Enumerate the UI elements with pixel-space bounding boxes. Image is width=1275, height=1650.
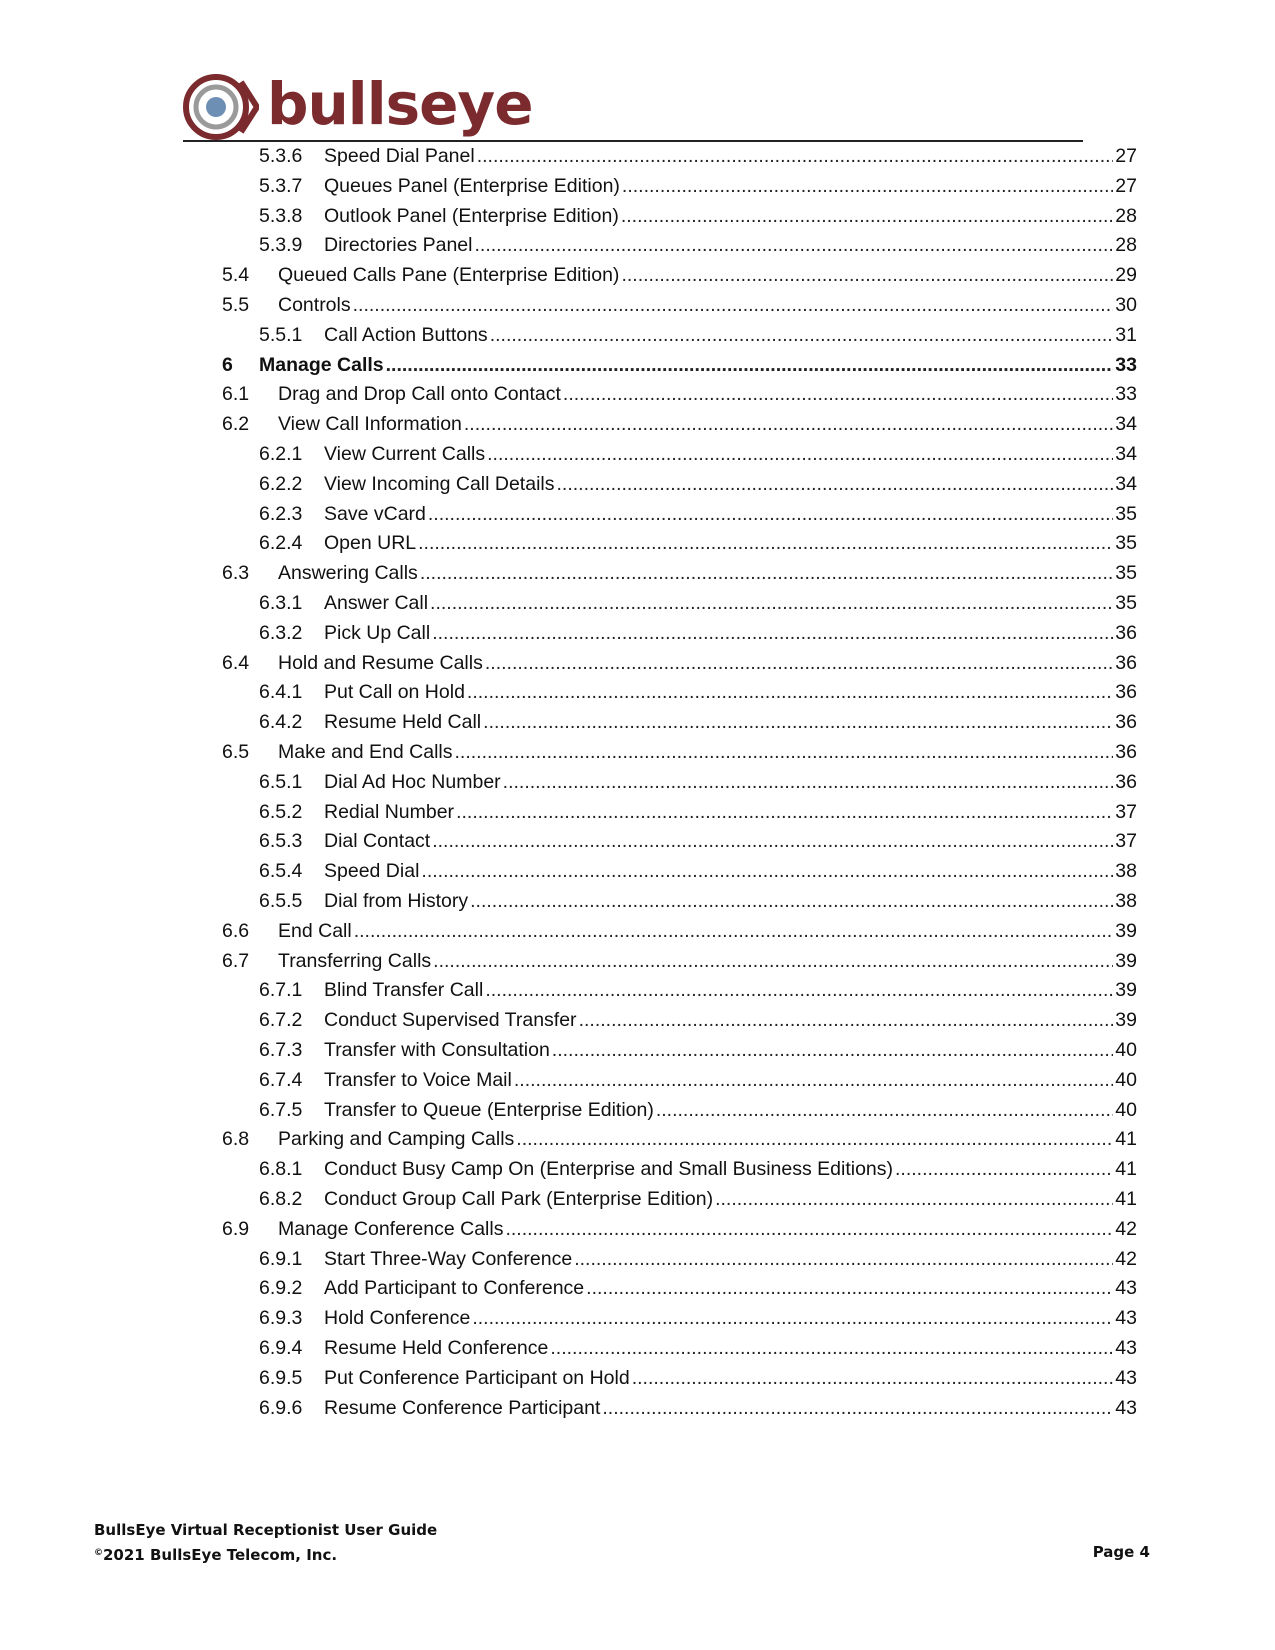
- toc-entry-number: 6.6: [222, 919, 250, 942]
- toc-leader-dots: [621, 260, 1113, 291]
- toc-entry-number: 6.9: [222, 1217, 250, 1240]
- toc-entry[interactable]: [259, 1184, 1137, 1215]
- toc-leader-dots: [487, 439, 1113, 470]
- toc-entry[interactable]: [259, 797, 1137, 828]
- toc-entry-number: 6.9.4: [259, 1337, 303, 1359]
- toc-entry-page: 43: [1115, 1277, 1137, 1300]
- toc-entry-title: Transfer with Consultation: [324, 1039, 550, 1061]
- toc-entry-number: 6: [222, 353, 233, 376]
- toc-leader-dots: [715, 1184, 1113, 1215]
- toc-leader-dots: [485, 975, 1113, 1006]
- toc-entry-page: 40: [1115, 1098, 1137, 1121]
- toc-leader-dots: [550, 1333, 1113, 1364]
- toc-entry[interactable]: [259, 886, 1137, 917]
- toc-entry-number: 6.5.1: [259, 770, 303, 793]
- toc-entry-title: Outlook Panel (Enterprise Edition): [324, 204, 619, 227]
- toc-leader-dots: [430, 588, 1113, 619]
- toc-entry[interactable]: [259, 975, 1137, 1006]
- toc-leader-dots: [455, 737, 1114, 768]
- toc-entry-page: 38: [1115, 890, 1137, 912]
- toc-entry[interactable]: [259, 1095, 1137, 1126]
- toc-leader-dots: [579, 1005, 1114, 1036]
- toc-entry-page: 30: [1115, 294, 1137, 316]
- toc-entry[interactable]: [259, 320, 1137, 351]
- toc-entry[interactable]: [222, 409, 1137, 440]
- toc-leader-dots: [470, 886, 1113, 917]
- toc-leader-dots: [467, 677, 1113, 708]
- toc-leader-dots: [516, 1124, 1113, 1155]
- toc-entry-number: 6.5: [222, 741, 250, 763]
- toc-entry[interactable]: [259, 1393, 1137, 1424]
- toc-entry-page: 35: [1115, 562, 1137, 585]
- toc-leader-dots: [472, 1303, 1113, 1334]
- toc-leader-dots: [428, 499, 1113, 530]
- toc-entry-number: 6.5.4: [259, 860, 303, 883]
- toc-entry[interactable]: [259, 677, 1137, 708]
- toc-leader-dots: [483, 707, 1113, 738]
- toc-leader-dots: [621, 201, 1113, 232]
- toc-entry-number: 5.4: [222, 264, 250, 287]
- toc-entry-title: Redial Number: [324, 800, 455, 823]
- toc-entry-number: 6.9.1: [259, 1247, 303, 1270]
- copyright-symbol: ©: [94, 1548, 103, 1558]
- toc-entry-page: 36: [1115, 741, 1137, 763]
- toc-entry-number: 6.7.3: [259, 1039, 303, 1061]
- toc-entry-page: 33: [1115, 353, 1137, 376]
- toc-entry-title: Resume Held Conference: [324, 1337, 549, 1359]
- toc-entry-title: Put Conference Participant on Hold: [324, 1366, 630, 1389]
- toc-entry-page: 34: [1115, 413, 1137, 436]
- toc-entry-title: Manage Conference Calls: [278, 1217, 504, 1240]
- toc-entry-number: 5.3.8: [259, 204, 303, 227]
- toc-entry[interactable]: [259, 1154, 1137, 1185]
- toc-entry-title: Drag and Drop Call onto Contact: [278, 383, 561, 406]
- toc-entry-page: 35: [1115, 592, 1137, 614]
- toc-entry-title: End Call: [278, 919, 352, 942]
- toc-entry[interactable]: [259, 528, 1137, 559]
- toc-leader-dots: [353, 290, 1114, 321]
- toc-entry-number: 6.2.3: [259, 502, 303, 525]
- toc-entry-page: 37: [1115, 800, 1137, 823]
- toc-entry-title: Manage Calls: [259, 353, 384, 376]
- toc-entry-page: 43: [1115, 1366, 1137, 1389]
- toc-leader-dots: [632, 1363, 1114, 1394]
- toc-entry-page: 38: [1115, 860, 1137, 883]
- toc-entry-number: 5.5: [222, 294, 250, 316]
- toc-entry-number: 5.3.6: [259, 145, 303, 167]
- toc-entry-page: 27: [1115, 145, 1137, 167]
- toc-entry-page: 31: [1115, 323, 1137, 346]
- toc-entry-title: Directories Panel: [324, 234, 473, 257]
- toc-entry-page: 36: [1115, 621, 1137, 644]
- toc-entry[interactable]: [259, 1303, 1137, 1334]
- toc-entry-page: 39: [1115, 1009, 1137, 1032]
- toc-entry-number: 6.4: [222, 651, 250, 674]
- footer-doc-title: BullsEye Virtual Receptionist User Guide: [94, 1521, 438, 1539]
- toc-entry-number: 6.8.1: [259, 1158, 303, 1181]
- toc-entry[interactable]: [259, 1273, 1137, 1304]
- toc-entry-title: Transfer to Queue (Enterprise Edition): [324, 1098, 654, 1121]
- toc-entry-title: Parking and Camping Calls: [278, 1128, 515, 1151]
- toc-entry-page: 40: [1115, 1039, 1137, 1061]
- toc-leader-dots: [656, 1095, 1113, 1126]
- toc-leader-dots: [503, 767, 1114, 798]
- toc-entry-number: 6.5.3: [259, 830, 303, 853]
- toc-entry[interactable]: [222, 946, 1137, 977]
- toc-entry-number: 6.3: [222, 562, 250, 585]
- toc-entry-number: 6.8.2: [259, 1188, 303, 1210]
- logo-wordmark: bullseye: [267, 70, 533, 138]
- toc-leader-dots: [456, 797, 1113, 828]
- toc-entry[interactable]: [259, 499, 1137, 530]
- toc-entry[interactable]: [222, 558, 1137, 589]
- toc-entry-page: 36: [1115, 770, 1137, 793]
- toc-leader-dots: [421, 856, 1113, 887]
- toc-entry-number: 6.4.1: [259, 681, 303, 704]
- toc-leader-dots: [586, 1273, 1113, 1304]
- toc-entry-number: 6.5.5: [259, 890, 303, 912]
- toc-entry-title: Answer Call: [324, 592, 429, 614]
- toc-entry[interactable]: [259, 141, 1137, 172]
- toc-entry-title: Dial from History: [324, 890, 469, 912]
- toc-entry-title: Transferring Calls: [278, 949, 432, 972]
- toc-leader-dots: [552, 1035, 1114, 1066]
- toc-entry-title: Speed Dial Panel: [324, 145, 475, 167]
- toc-entry-number: 6.7: [222, 949, 250, 972]
- toc-leader-dots: [420, 558, 1113, 589]
- toc-entry-page: 34: [1115, 472, 1137, 495]
- toc-entry-number: 6.4.2: [259, 711, 303, 734]
- toc-leader-dots: [557, 469, 1114, 500]
- page-header: [183, 72, 1083, 144]
- toc-entry-page: 35: [1115, 502, 1137, 525]
- footer-document-info: [94, 1519, 437, 1567]
- toc-entry-title: Start Three-Way Conference: [324, 1247, 573, 1270]
- toc-entry[interactable]: [259, 439, 1137, 470]
- toc-entry-title: Speed Dial: [324, 860, 420, 883]
- toc-leader-dots: [514, 1065, 1113, 1096]
- toc-entry[interactable]: [259, 1363, 1137, 1394]
- toc-entry-title: Dial Ad Hoc Number: [324, 770, 501, 793]
- toc-entry-number: 6.7.4: [259, 1068, 303, 1091]
- toc-entry-page: 41: [1115, 1128, 1137, 1151]
- toc-entry-number: 6.3.2: [259, 621, 303, 644]
- toc-entry-title: Add Participant to Conference: [324, 1277, 585, 1300]
- toc-entry[interactable]: [259, 856, 1137, 887]
- toc-leader-dots: [354, 916, 1114, 947]
- toc-entry[interactable]: [222, 916, 1137, 947]
- toc-entry[interactable]: [259, 767, 1137, 798]
- toc-entry-title: Hold and Resume Calls: [278, 651, 483, 674]
- toc-entry-number: 6.7.1: [259, 979, 303, 1002]
- copyright-text: 2021 BullsEye Telecom, Inc.: [103, 1546, 338, 1564]
- toc-entry-number: 5.3.7: [259, 174, 303, 197]
- toc-leader-dots: [505, 1214, 1113, 1245]
- toc-entry[interactable]: [259, 707, 1137, 738]
- toc-entry-page: 29: [1115, 264, 1137, 287]
- toc-entry-number: 6.9.6: [259, 1396, 303, 1419]
- toc-entry-page: 42: [1115, 1217, 1137, 1240]
- toc-entry-title: Make and End Calls: [278, 741, 453, 763]
- toc-leader-dots: [433, 946, 1113, 977]
- toc-entry-page: 41: [1115, 1188, 1137, 1210]
- toc-entry-number: 6.9.5: [259, 1366, 303, 1389]
- toc-leader-dots: [464, 409, 1113, 440]
- toc-entry[interactable]: [259, 618, 1137, 649]
- toc-entry[interactable]: [259, 201, 1137, 232]
- toc-entry-page: 35: [1115, 532, 1137, 555]
- toc-entry-number: 6.2.1: [259, 443, 303, 465]
- toc-entry-title: Put Call on Hold: [324, 681, 465, 704]
- toc-leader-dots: [895, 1154, 1113, 1185]
- toc-entry-title: View Incoming Call Details: [324, 472, 555, 495]
- toc-entry-title: Queues Panel (Enterprise Edition): [324, 174, 620, 197]
- toc-entry[interactable]: [222, 260, 1137, 291]
- toc-entry[interactable]: [259, 469, 1137, 500]
- toc-entry[interactable]: [222, 350, 1137, 381]
- toc-entry-page: 34: [1115, 443, 1137, 465]
- toc-entry-page: 39: [1115, 979, 1137, 1002]
- toc-entry-number: 6.8: [222, 1128, 250, 1151]
- toc-entry-title: Pick Up Call: [324, 621, 431, 644]
- toc-entry-title: Controls: [278, 294, 351, 316]
- toc-leader-dots: [386, 350, 1114, 381]
- toc-entry[interactable]: [259, 171, 1137, 202]
- toc-entry[interactable]: [259, 826, 1137, 857]
- toc-entry[interactable]: [259, 1005, 1137, 1036]
- toc-entry-title: Blind Transfer Call: [324, 979, 484, 1002]
- toc-entry-title: Conduct Group Call Park (Enterprise Edition): [324, 1188, 714, 1210]
- toc-entry[interactable]: [222, 290, 1137, 321]
- toc-entry-page: 28: [1115, 234, 1137, 257]
- toc-entry[interactable]: [222, 1124, 1137, 1155]
- toc-entry-number: 6.2.2: [259, 472, 303, 495]
- toc-leader-dots: [474, 230, 1113, 261]
- toc-entry-page: 43: [1115, 1396, 1137, 1419]
- toc-entry[interactable]: [222, 737, 1137, 768]
- toc-entry-title: Conduct Supervised Transfer: [324, 1009, 577, 1032]
- toc-entry-title: Dial Contact: [324, 830, 431, 853]
- toc-entry-title: Hold Conference: [324, 1307, 471, 1330]
- toc-leader-dots: [418, 528, 1113, 559]
- toc-entry-title: Resume Held Call: [324, 711, 482, 734]
- toc-entry-number: 6.2: [222, 413, 250, 436]
- toc-leader-dots: [602, 1393, 1113, 1424]
- toc-leader-dots: [622, 171, 1113, 202]
- toc-entry-page: 42: [1115, 1247, 1137, 1270]
- toc-entry-title: Queued Calls Pane (Enterprise Edition): [278, 264, 620, 287]
- toc-entry[interactable]: [259, 1035, 1137, 1066]
- toc-entry[interactable]: [259, 588, 1137, 619]
- page-number: Page 4: [1092, 1543, 1150, 1561]
- toc-entry-page: 43: [1115, 1307, 1137, 1330]
- toc-entry-number: 5.3.9: [259, 234, 303, 257]
- toc-entry-page: 37: [1115, 830, 1137, 853]
- toc-entry-title: Answering Calls: [278, 562, 418, 585]
- toc-entry[interactable]: [259, 1333, 1137, 1364]
- toc-entry-number: 6.9.2: [259, 1277, 303, 1300]
- toc-leader-dots: [485, 648, 1113, 679]
- toc-entry-number: 6.5.2: [259, 800, 303, 823]
- toc-leader-dots: [574, 1244, 1113, 1275]
- toc-entry[interactable]: [222, 1214, 1137, 1245]
- toc-entry-page: 27: [1115, 174, 1137, 197]
- toc-entry-page: 36: [1115, 651, 1137, 674]
- toc-entry[interactable]: [222, 648, 1137, 679]
- toc-entry-number: 6.7.5: [259, 1098, 303, 1121]
- toc-entry-title: View Current Calls: [324, 443, 486, 465]
- toc-entry-number: 6.9.3: [259, 1307, 303, 1330]
- toc-leader-dots: [563, 379, 1113, 410]
- toc-entry-number: 6.1: [222, 383, 250, 406]
- toc-entry[interactable]: [259, 1065, 1137, 1096]
- toc-entry-title: Open URL: [324, 532, 417, 555]
- toc-entry-page: 39: [1115, 919, 1137, 942]
- toc-entry[interactable]: [222, 379, 1137, 410]
- toc-entry-page: 36: [1115, 681, 1137, 704]
- footer-copyright: [94, 1542, 437, 1567]
- toc-entry-number: 6.3.1: [259, 592, 303, 614]
- bullseye-logo-icon: [183, 74, 259, 140]
- toc-entry-page: 39: [1115, 949, 1137, 972]
- toc-leader-dots: [432, 618, 1113, 649]
- toc-entry-number: 6.2.4: [259, 532, 303, 555]
- toc-entry-page: 33: [1115, 383, 1137, 406]
- toc-entry-title: Save vCard: [324, 502, 426, 525]
- toc-leader-dots: [432, 826, 1113, 857]
- toc-entry-title: Transfer to Voice Mail: [324, 1068, 512, 1091]
- toc-entry-page: 36: [1115, 711, 1137, 734]
- toc-leader-dots: [490, 320, 1114, 351]
- toc-entry-title: Resume Conference Participant: [324, 1396, 601, 1419]
- toc-entry-page: 28: [1115, 204, 1137, 227]
- toc-entry-page: 40: [1115, 1068, 1137, 1091]
- toc-entry[interactable]: [259, 230, 1137, 261]
- toc-entry-title: Call Action Buttons: [324, 323, 488, 346]
- toc-entry-number: 5.5.1: [259, 323, 303, 346]
- toc-entry-page: 41: [1115, 1158, 1137, 1181]
- toc-entry[interactable]: [259, 1244, 1137, 1275]
- toc-entry-title: Conduct Busy Camp On (Enterprise and Small Business Editions): [324, 1158, 894, 1181]
- toc-leader-dots: [477, 141, 1114, 172]
- toc-entry-page: 43: [1115, 1337, 1137, 1359]
- toc-entry-title: View Call Information: [278, 413, 462, 436]
- toc-entry-number: 6.7.2: [259, 1009, 303, 1032]
